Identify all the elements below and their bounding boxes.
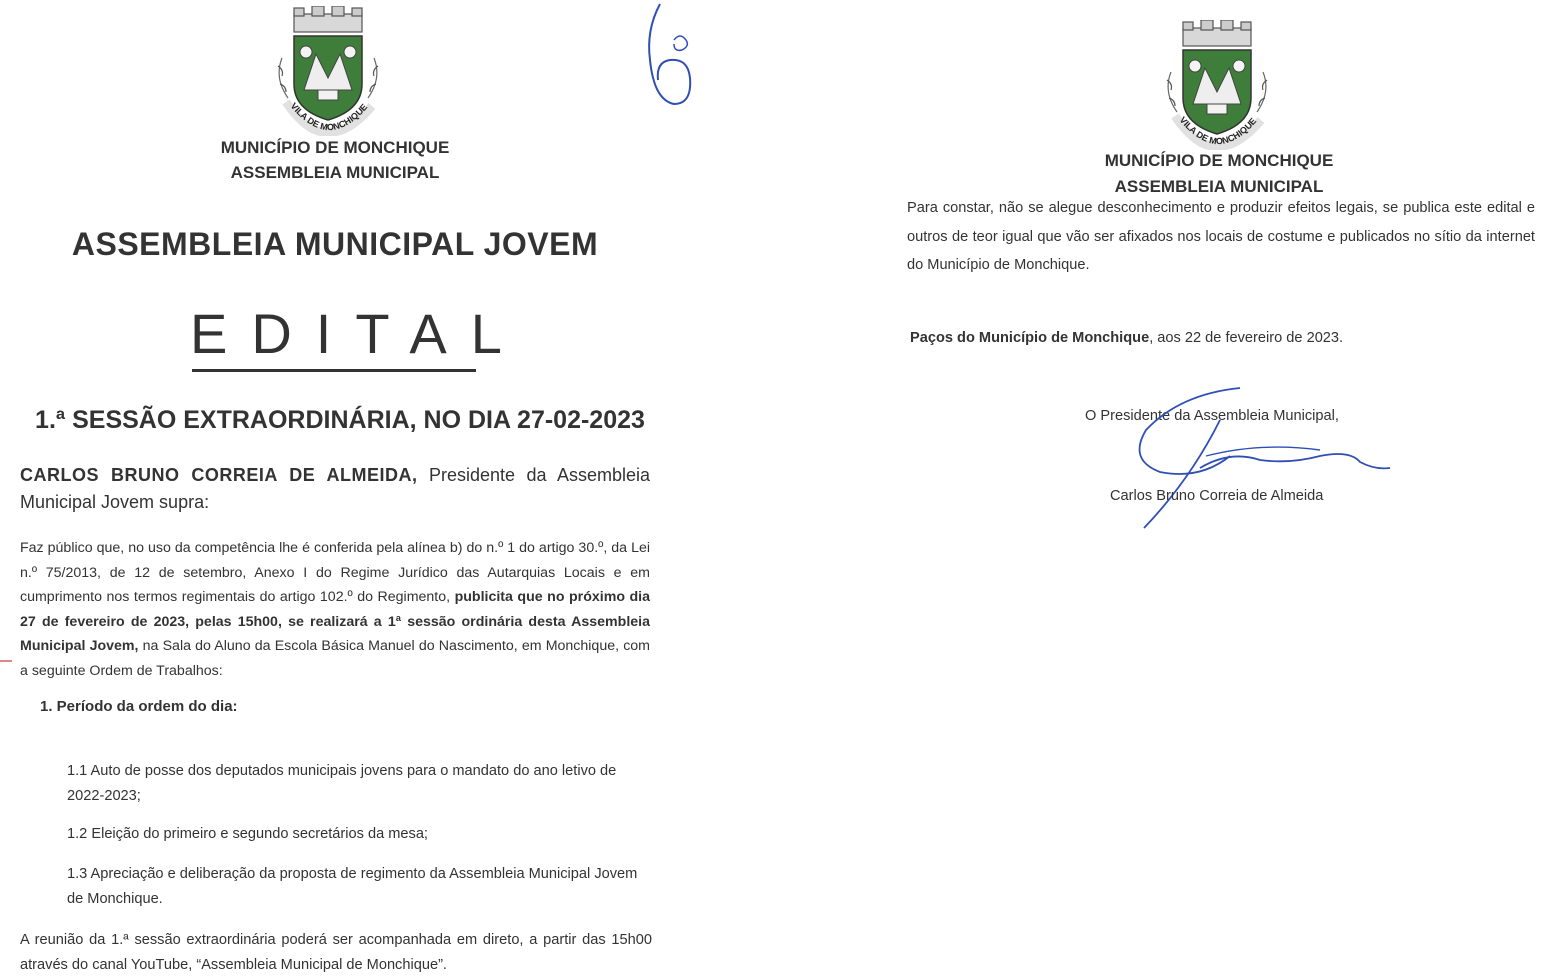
municipality-name: MUNICÍPIO DE MONCHIQUE [220, 138, 450, 157]
agenda-subitem: 1.3 Apreciação e deliberação da proposta de regimento da Assembleia Municipal Jovem de Monchique. [67, 866, 638, 907]
session-heading: 1.ª SESSÃO EXTRAORDINÁRIA, NO DIA 27-02-2023 [35, 406, 645, 434]
announcement-paragraph [20, 536, 650, 683]
document-title: ASSEMBLEIA MUNICIPAL JOVEM [71, 226, 599, 262]
scroll-text: VILA DE MONCHIQUE [1177, 114, 1259, 147]
handwritten-signature-icon [1120, 380, 1400, 530]
scroll-text: VILA DE MONCHIQUE [288, 100, 370, 133]
place-name: Paços do Município de Monchique [910, 330, 1150, 346]
president-name: CARLOS BRUNO CORREIA DE ALMEIDA, [20, 465, 418, 485]
location-text: na Sala do Aluno da Escola Básica Manuel do Nascimento, em Monchique, com a seguinte Ordem de Trabalhos: [20, 638, 650, 679]
agenda-subitem: 1.2 Eleição do primeiro e segundo secretários da mesa; [67, 826, 428, 842]
publication-paragraph: Para constar, não se alegue desconhecimento e produzir efeitos legais, se publica este edital e outros de teor igual que vão ser afixados nos locais de costume e publicados no sítio da internet do Município de Monchique. [907, 200, 1535, 273]
handwritten-page-number-icon [640, 0, 700, 110]
agenda-item-1: 1. Período da ordem do dia: [40, 698, 238, 715]
agenda-subitem: 1.1 Auto de posse dos deputados municipais jovens para o mandato do ano letivo de 2022-2023; [67, 763, 617, 804]
municipality-name: MUNICÍPIO DE MONCHIQUE [1104, 151, 1334, 170]
margin-mark [0, 660, 12, 662]
date-text: , aos 22 de fevereiro de 2023. [1149, 330, 1344, 346]
signatory-name: Carlos Bruno Correia de Almeida [1110, 488, 1324, 504]
legal-basis-text: Faz público que, no uso da competência lhe é conferida pela alínea b) do n.º 1 do artigo 30.º, da Lei n.º 75/2013, de 12 de setembro, Anexo I do Regime Jurídico das Autarquias Locais e em cumprimento nos termos regimentais do artigo 102.º do Regimento, [20, 540, 650, 605]
signatory-role: O Presidente da Assembleia Municipal, [1085, 408, 1339, 424]
announcement-bold-2: , se realizará a 1ª sessão ordinária desta Assembleia Municipal Jovem, [20, 613, 650, 654]
intro-text: Presidente da Assembleia Municipal Jovem supra: [20, 465, 650, 512]
edital-heading: EDITAL [190, 302, 526, 365]
place-and-date [910, 330, 1343, 346]
intro-paragraph [20, 462, 650, 516]
coat-of-arms-icon [268, 6, 388, 136]
coat-of-arms-icon [1152, 20, 1282, 150]
closing-paragraph: A reunião da 1.ª sessão extraordinária poderá ser acompanhada em direto, a partir das 15h00 através do canal YouTube, “Assembleia Municipal de Monchique”. [20, 932, 652, 973]
edital-underline [192, 369, 476, 372]
announcement-bold-1: publicita que no próximo dia [454, 589, 650, 605]
assembly-name: ASSEMBLEIA MUNICIPAL [1114, 177, 1324, 196]
assembly-name: ASSEMBLEIA MUNICIPAL [230, 163, 440, 182]
session-date-time: 27 de fevereiro de 2023, pelas 15h00 [20, 613, 278, 630]
